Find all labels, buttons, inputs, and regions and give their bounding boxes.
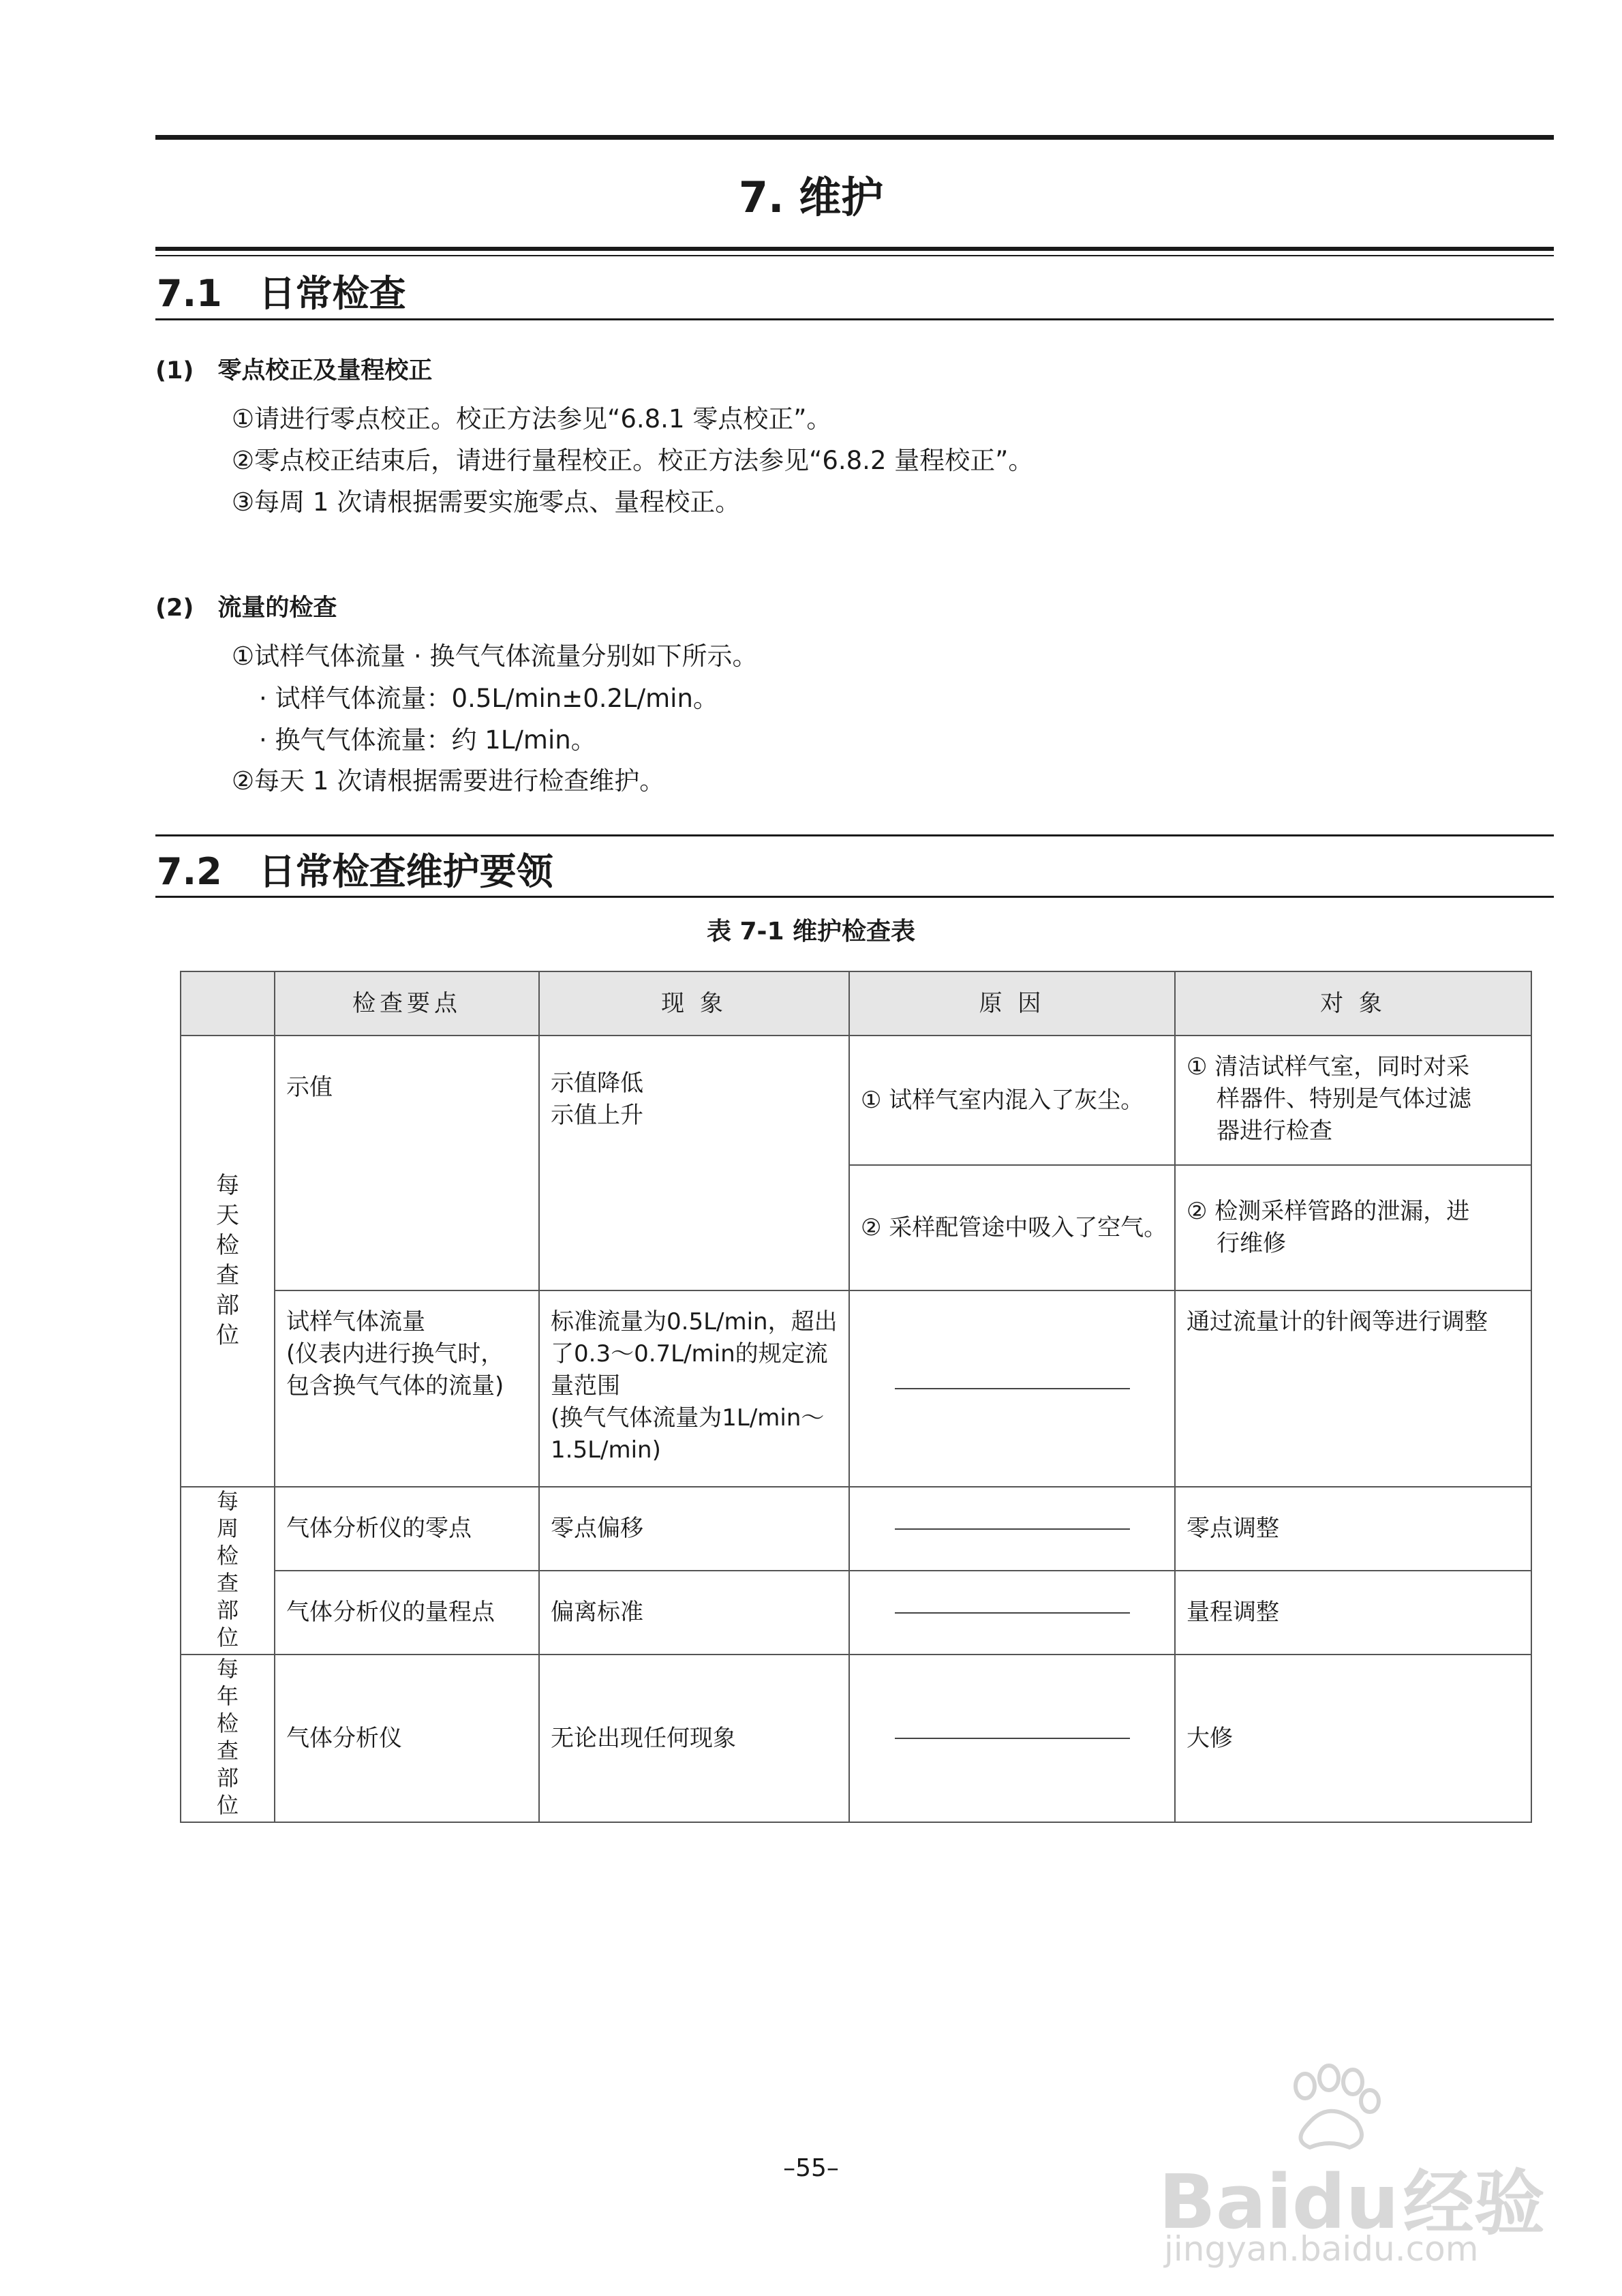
cell-phenomenon-zero: 零点偏移 — [539, 1487, 849, 1571]
table-row — [181, 1290, 1531, 1487]
cell-cause-zero — [849, 1487, 1175, 1571]
page-number: –55– — [783, 2154, 839, 2182]
table-caption: 表 7-1 维护检查表 — [706, 918, 916, 946]
group-daily-label: 每天检查部位 — [216, 1172, 239, 1349]
cell-point-flow: 试样气体流量 (仪表内进行换气时， 包含换气气体的流量) — [275, 1290, 539, 1487]
subsection-1-item-3: ③每周 1 次请根据需要实施零点、量程校正。 — [232, 487, 741, 517]
chapter-title: 7. 维护 — [738, 172, 884, 222]
cell-point-span: 气体分析仪的量程点 — [275, 1571, 539, 1655]
cell-action-analyzer: 大修 — [1175, 1655, 1531, 1822]
header-cause: 原 因 — [849, 971, 1175, 1036]
table-row — [181, 1571, 1531, 1655]
section-7-2-rule — [155, 896, 1554, 898]
cell-phenomenon-indication: 示值降低 示值上升 — [539, 1036, 849, 1290]
chapter-rule-thin — [155, 255, 1554, 256]
header-blank — [181, 971, 275, 1036]
table-header-row — [181, 971, 1531, 1036]
cell-cause-analyzer — [849, 1655, 1175, 1822]
cell-action-zero: 零点调整 — [1175, 1487, 1531, 1571]
group-daily — [181, 1036, 275, 1487]
cell-point-indication: 示值 — [275, 1036, 539, 1290]
cell-cause-span — [849, 1571, 1175, 1655]
maintenance-table — [180, 971, 1532, 1823]
cell-phenomenon-span: 偏离标准 — [539, 1571, 849, 1655]
dash-line — [895, 1528, 1130, 1530]
top-rule — [155, 135, 1554, 140]
cell-cause-air: ② 采样配管途中吸入了空气。 — [849, 1165, 1175, 1290]
subsection-1-item-2: ②零点校正结束后，请进行量程校正。校正方法参见“6.8.2 量程校正”。 — [232, 446, 1034, 475]
subsection-1-item-1: ①请进行零点校正。校正方法参见“6.8.1 零点校正”。 — [232, 404, 832, 434]
watermark-url: jingyan.baidu.com — [1164, 2229, 1479, 2269]
baidu-watermark — [1159, 2059, 1545, 2269]
section-7-2-rule-top — [155, 834, 1554, 836]
table-row — [181, 1655, 1531, 1822]
group-weekly — [181, 1487, 275, 1655]
subsection-1-heading: (1) 零点校正及量程校正 — [155, 357, 433, 384]
table-row — [181, 1487, 1531, 1571]
chapter-rule-thick — [155, 247, 1554, 251]
header-check-point: 检查要点 — [275, 971, 539, 1036]
cell-cause-flow — [849, 1290, 1175, 1487]
section-7-1-rule — [155, 318, 1554, 320]
cell-point-analyzer: 气体分析仪 — [275, 1655, 539, 1822]
watermark-brand-2: du — [1291, 2158, 1399, 2246]
header-phenomenon: 现 象 — [539, 971, 849, 1036]
dash-line — [895, 1738, 1130, 1739]
watermark-cn: 经验 — [1403, 2162, 1545, 2245]
dash-line — [895, 1612, 1130, 1614]
dash-line — [895, 1388, 1130, 1389]
section-7-2-heading: 7.2 日常检查维护要领 — [157, 850, 553, 893]
cell-action-leak: ② 检测采样管路的泄漏，进 行维修 — [1175, 1165, 1531, 1290]
group-weekly-label: 每周检查部位 — [216, 1488, 239, 1650]
subsection-2-item-3: · 换气气体流量：约 1L/min。 — [259, 725, 596, 755]
cell-phenomenon-flow: 标准流量为0.5L/min，超出 了0.3～0.7L/min的规定流 量范围 (换气气体流量为1L/min～ 1.5L/min) — [539, 1290, 849, 1487]
subsection-2-item-4: ②每天 1 次请根据需要进行检查维护。 — [232, 766, 665, 796]
cell-phenomenon-analyzer: 无论出现任何现象 — [539, 1655, 849, 1822]
subsection-2-item-2: · 试样气体流量：0.5L/min±0.2L/min。 — [259, 684, 718, 713]
cell-action-flow: 通过流量计的针阀等进行调整 — [1175, 1290, 1531, 1487]
subsection-2-item-1: ①试样气体流量 · 换气气体流量分别如下所示。 — [232, 641, 758, 671]
cell-point-zero: 气体分析仪的零点 — [275, 1487, 539, 1571]
cell-cause-dust: ① 试样气室内混入了灰尘。 — [849, 1036, 1175, 1165]
header-action: 对 象 — [1175, 971, 1531, 1036]
table-row — [181, 1036, 1531, 1165]
cell-action-span: 量程调整 — [1175, 1571, 1531, 1655]
subsection-2-heading: (2) 流量的检查 — [155, 594, 337, 622]
group-yearly — [181, 1655, 275, 1822]
watermark-brand: Bai — [1159, 2158, 1292, 2246]
section-7-1-heading: 7.1 日常检查 — [157, 272, 406, 315]
cell-action-clean: ① 清洁试样气室，同时对采 样器件、特别是气体过滤 器进行检查 — [1175, 1036, 1531, 1165]
group-yearly-label: 每年检查部位 — [216, 1656, 239, 1818]
